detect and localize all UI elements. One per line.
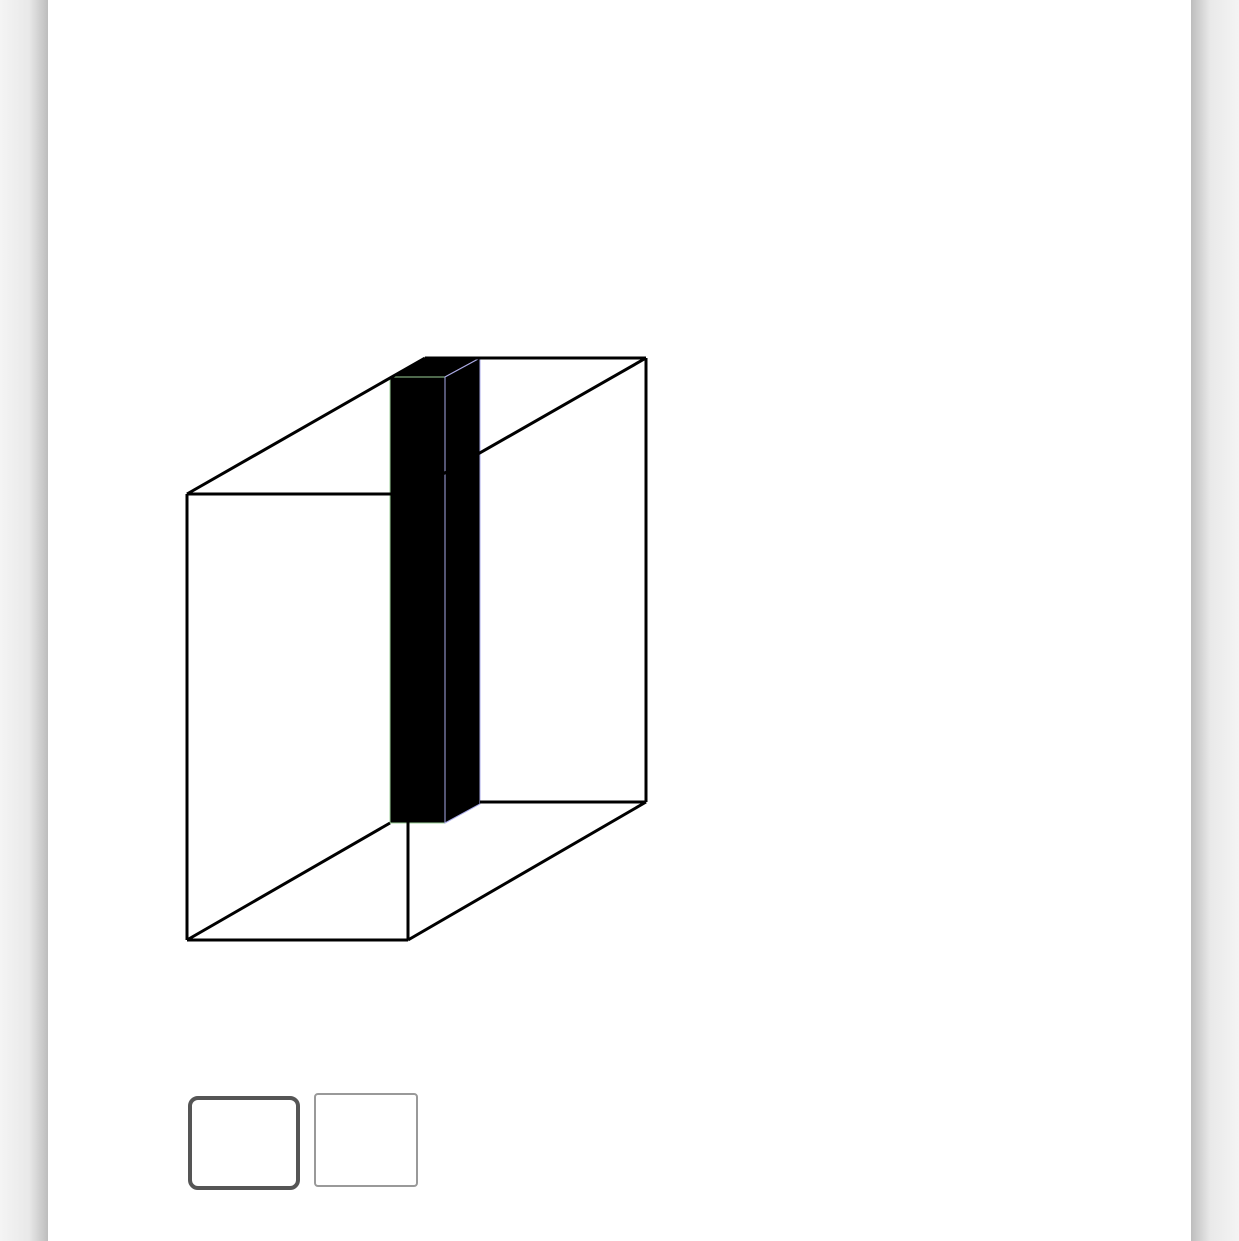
- cube-column-side-face: [445, 358, 480, 823]
- answer-input[interactable]: [188, 1096, 300, 1190]
- exercise-card: [48, 0, 1191, 1241]
- try-button[interactable]: [314, 1093, 418, 1187]
- prism-figure: [48, 0, 1191, 1241]
- cube-column-front-face: [390, 377, 445, 823]
- prism-edge: [408, 358, 646, 494]
- cube-column: [390, 358, 480, 823]
- prism-edges: [187, 358, 646, 940]
- prism-edge: [187, 358, 425, 494]
- right-shadow: [1191, 0, 1239, 1241]
- cube-column-top-face: [390, 358, 480, 377]
- prism-edge: [187, 823, 390, 940]
- left-shadow: [0, 0, 48, 1241]
- prism-edge: [408, 802, 646, 940]
